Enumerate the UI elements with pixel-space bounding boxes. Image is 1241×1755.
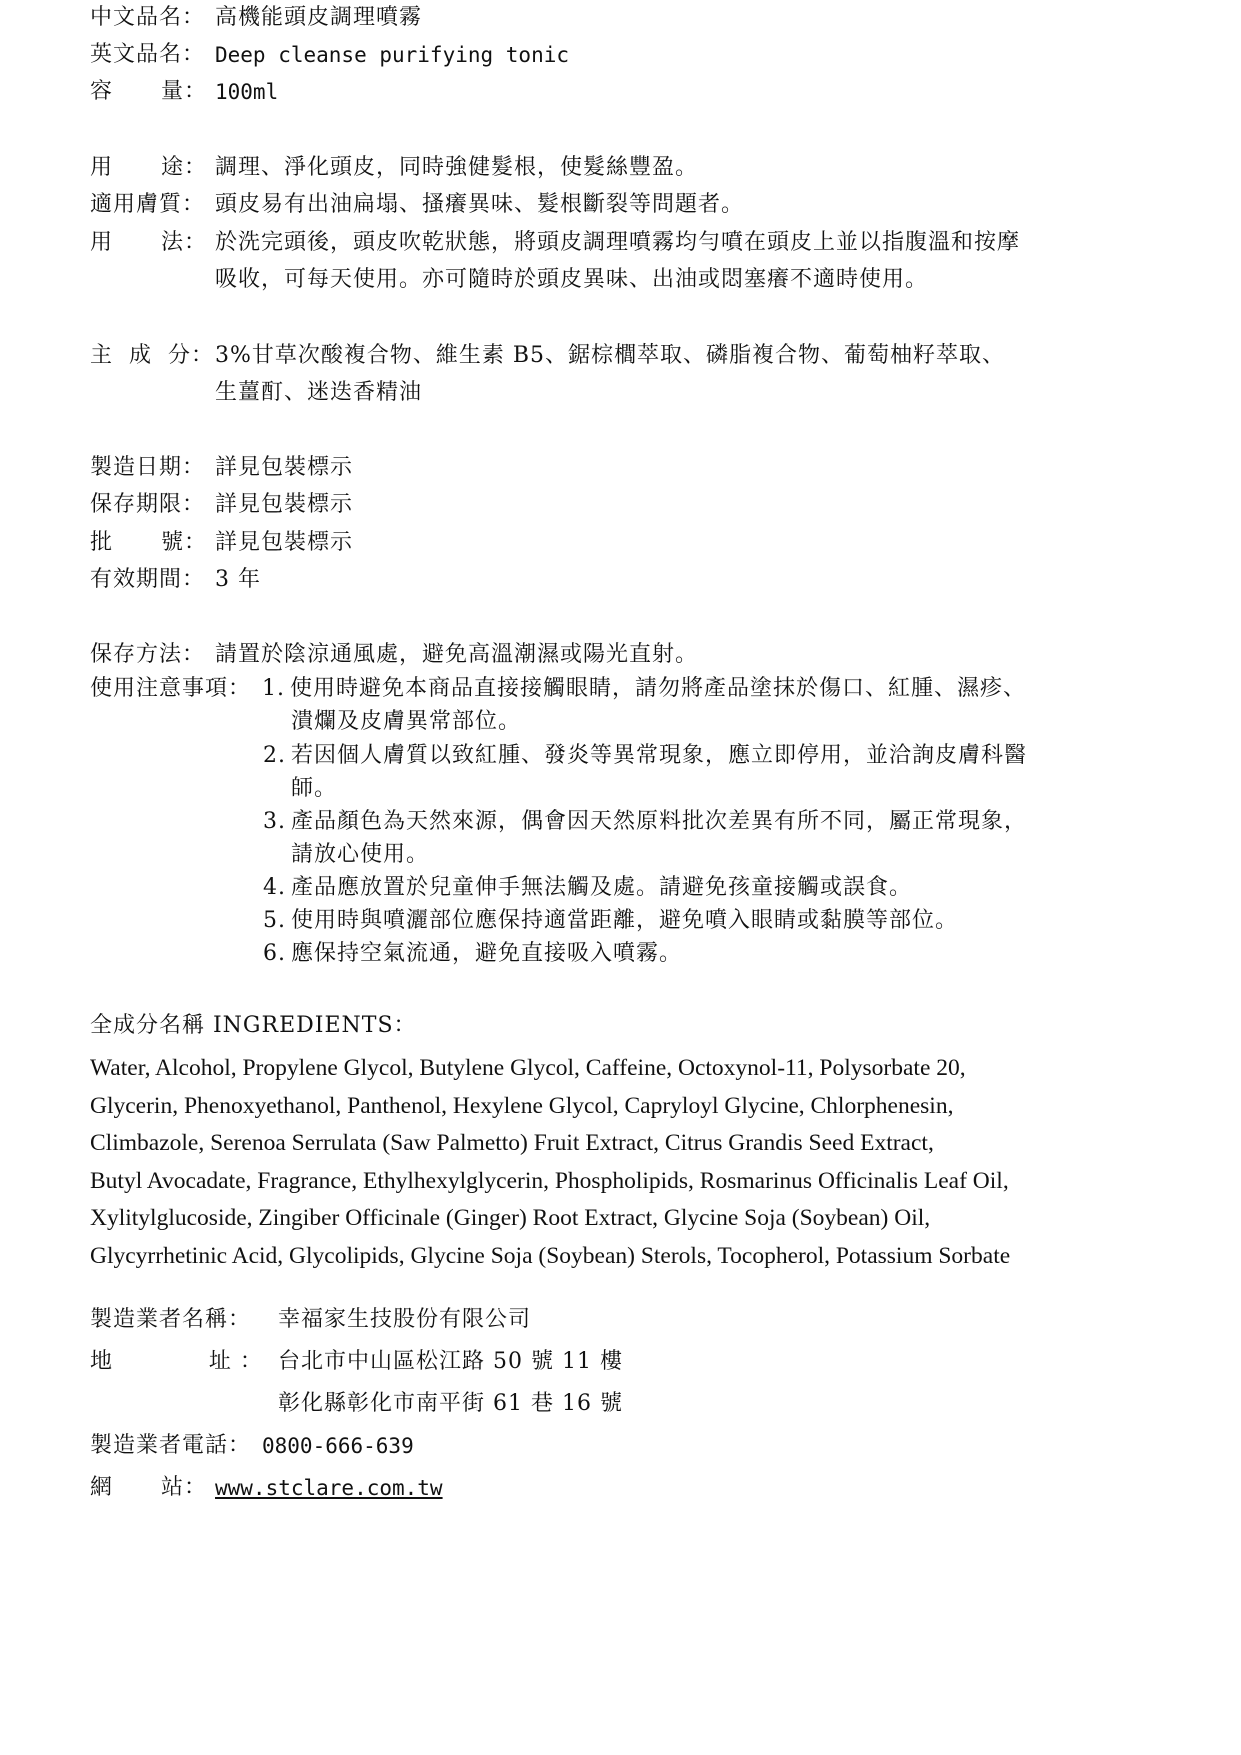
main-ingredients-line-2: 生薑酊、迷迭香精油 [215, 380, 423, 405]
ingredients-line-2: Glycerin, Phenoxyethanol, Panthenol, Hexylene Glycol, Capryloyl Glycine, Chlorphenesin, [90, 1092, 954, 1119]
precaution-1-line-1: 使用時避免本商品直接接觸眼睛，請勿將產品塗抹於傷口、紅腫、濕疹、 [290, 676, 1027, 701]
precaution-3-line-2: 請放心使用。 [291, 842, 430, 867]
ingredients-heading: 全成分名稱 INGREDIENTS： [90, 1013, 417, 1038]
phone-label: 製造業者電話： [90, 1433, 252, 1458]
precaution-item-1 [262, 674, 1026, 704]
precaution-1-line-2: 潰爛及皮膚異常部位。 [291, 709, 522, 734]
storage-value: 請置於陰涼通風處，避免高溫潮濕或陽光直射。 [215, 642, 699, 667]
validity-label: 有效期間： [90, 567, 206, 592]
ingredients-line-6: Glycyrrhetinic Acid, Glycolipids, Glycine Soja (Soybean) Sterols, Tocopherol, Potassium Sorbate [90, 1242, 1011, 1269]
product-name-zh: 高機能頭皮調理噴霧 [215, 5, 423, 30]
shelf-life-row [90, 490, 353, 520]
product-name-zh-label: 中文品名： [90, 5, 206, 30]
volume-value: 100ml [215, 80, 279, 104]
method-row [90, 228, 1020, 258]
mfg-date-value: 詳見包裝標示 [215, 455, 354, 480]
product-name-en-row [90, 40, 569, 70]
mfg-date-label: 製造日期： [90, 455, 206, 480]
precaution-num-4: 4. [263, 875, 286, 900]
address-label: 地 址 ： [90, 1349, 263, 1374]
skin-type-row [90, 190, 744, 220]
volume-row [90, 77, 278, 107]
precaution-2-line-1: 若因個人膚質以致紅腫、發炎等異常現象，應立即停用，並洽詢皮膚科醫 [291, 743, 1028, 768]
purpose-value: 調理、淨化頭皮，同時強健髮根，使髮絲豐盈。 [215, 155, 699, 180]
skin-type-value: 頭皮易有出油扁塌、搔癢異味、髮根斷裂等問題者。 [215, 192, 745, 217]
address-line-1: 台北市中山區松江路 50 號 11 樓 [278, 1349, 623, 1374]
method-label: 用 法： [90, 230, 207, 255]
ingredients-line-5: Xylitylglucoside, Zingiber Officinale (Ginger) Root Extract, Glycine Soja (Soybean) Oil, [90, 1205, 931, 1231]
precaution-4-line-1: 產品應放置於兒童伸手無法觸及處。請避免孩童接觸或誤食。 [291, 875, 913, 900]
product-name-zh-row [90, 3, 422, 33]
ingredients-line-3: Climbazole, Serenoa Serrulata (Saw Palmetto) Fruit Extract, Citrus Grandis Seed Extract, [90, 1130, 934, 1156]
website-row [90, 1473, 443, 1503]
batch-row [90, 528, 353, 558]
validity-value: 3 年 [215, 567, 261, 592]
precaution-3-line-1: 產品顏色為天然來源，偶會因天然原料批次差異有所不同，屬正常現象， [291, 809, 1028, 834]
main-ingredients-label: 主 成 分： [90, 343, 214, 368]
purpose-label: 用 途： [90, 155, 207, 180]
ingredients-list [90, 1050, 1200, 1275]
main-ingredients-row [90, 341, 1005, 371]
precaution-6-line-1: 應保持空氣流通，避免直接吸入噴霧。 [291, 941, 683, 966]
method-line-2: 吸收，可每天使用。亦可隨時於頭皮異味、出油或悶塞癢不適時使用。 [215, 267, 929, 292]
method-line-1: 於洗完頭後，頭皮吹乾狀態，將頭皮調理噴霧均勻噴在頭皮上並以指腹溫和按摩 [215, 230, 1021, 255]
precautions-row [90, 674, 1026, 704]
website-link[interactable]: www.stclare.com.tw [215, 1476, 443, 1500]
website-label: 網 站： [90, 1475, 207, 1500]
skin-type-label: 適用膚質： [90, 192, 206, 217]
main-ingredients-line-1: 3%甘草次酸複合物、維生素 B5、鋸棕櫚萃取、磷脂複合物、葡萄柚籽萃取、 [215, 343, 1006, 368]
ingredients-line-1: Water, Alcohol, Propylene Glycol, Butylene Glycol, Caffeine, Octoxynol-11, Polysorbate 20, [90, 1055, 966, 1081]
product-name-en: Deep cleanse purifying tonic [215, 43, 570, 67]
ingredients-line-4: Butyl Avocadate, Fragrance, Ethylhexylglycerin, Phospholipids, Rosmarinus Officinalis Leaf Oil, [90, 1167, 1009, 1194]
phone-value: 0800-666-639 [262, 1434, 414, 1458]
precaution-num-1: 1. [262, 676, 285, 701]
precaution-5-line-1: 使用時與噴灑部位應保持適當距離，避免噴入眼睛或黏膜等部位。 [291, 908, 959, 933]
precaution-item-5 [263, 906, 958, 936]
precaution-item-2 [263, 741, 1027, 771]
batch-value: 詳見包裝標示 [215, 530, 354, 555]
product-name-en-label: 英文品名： [90, 42, 206, 67]
batch-label: 批 號： [90, 530, 207, 555]
mfg-date-row [90, 453, 353, 483]
precaution-2-line-2: 師。 [291, 776, 338, 801]
manufacturer-name-row [90, 1305, 531, 1335]
purpose-row [90, 153, 698, 183]
shelf-life-label: 保存期限： [90, 492, 206, 517]
manufacturer-name: 幸福家生技股份有限公司 [278, 1307, 532, 1332]
precaution-num-6: 6. [263, 941, 286, 966]
validity-row [90, 565, 261, 595]
precaution-num-2: 2. [263, 743, 286, 768]
storage-label: 保存方法： [90, 642, 206, 667]
precaution-item-3 [263, 807, 1027, 837]
address-line-2: 彰化縣彰化市南平街 61 巷 16 號 [278, 1391, 623, 1416]
phone-row [90, 1431, 414, 1461]
precaution-num-5: 5. [263, 908, 286, 933]
precaution-num-3: 3. [263, 809, 286, 834]
shelf-life-value: 詳見包裝標示 [215, 492, 354, 517]
precaution-item-4 [263, 873, 912, 903]
storage-row [90, 640, 698, 670]
volume-label: 容 量： [90, 79, 207, 104]
address-row [90, 1347, 623, 1377]
manufacturer-name-label: 製造業者名稱： [90, 1307, 252, 1332]
precaution-item-6 [263, 939, 682, 969]
precautions-label: 使用注意事項： [90, 676, 252, 701]
